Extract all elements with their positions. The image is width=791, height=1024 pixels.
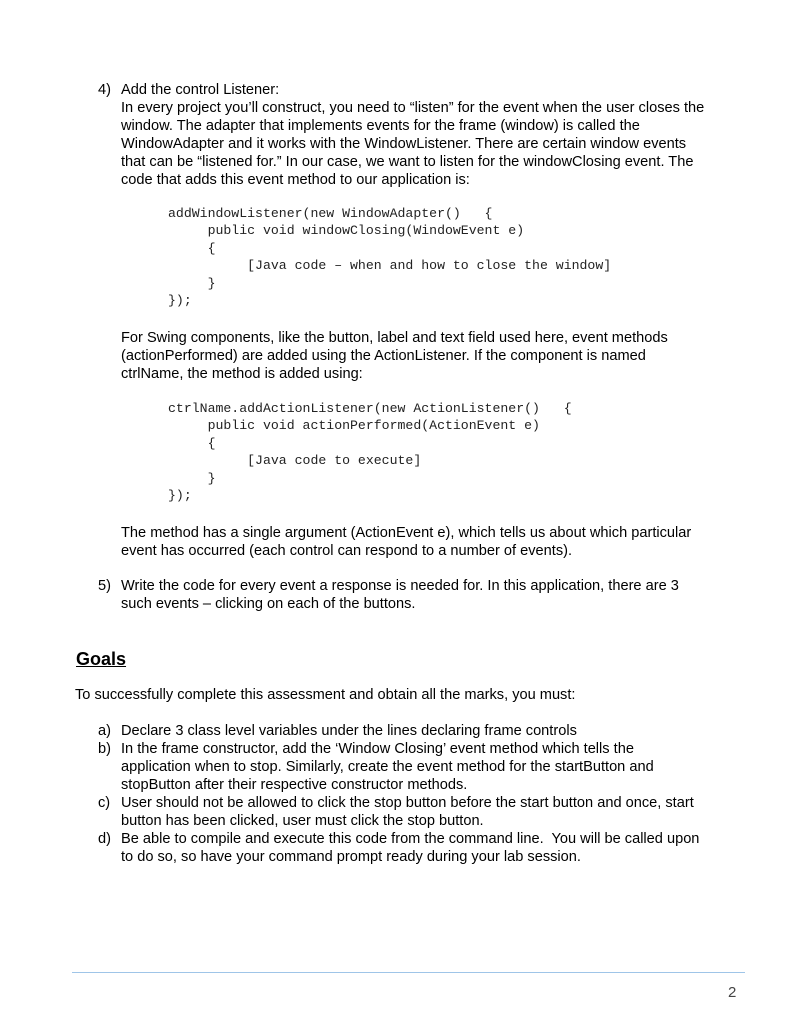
goal-line: User should not be allowed to click the stop button before the start button and once, start <box>121 795 694 811</box>
step-4-para1-line: WindowAdapter and it works with the WindowListener. There are certain window events <box>121 136 687 152</box>
step-4-number: 4) <box>98 82 111 98</box>
footer-divider <box>72 972 745 973</box>
goal-line: stopButton after their respective constructor methods. <box>121 777 468 793</box>
code-line: [Java code to execute] <box>168 453 422 468</box>
page-number: 2 <box>728 984 737 1001</box>
code-line: }); <box>168 488 192 503</box>
code-line: } <box>168 471 216 486</box>
step-4-para2-line: ctrlName, the method is added using: <box>121 366 363 382</box>
code-line: }); <box>168 293 192 308</box>
goal-line: In the frame constructor, add the ‘Window Closing’ event method which tells the <box>121 741 634 757</box>
step-4-para1-line: that can be “listened for.” In our case, we want to listen for the windowClosing event. The <box>121 154 694 170</box>
step-4-para3-line: The method has a single argument (ActionEvent e), which tells us about which particular <box>121 525 692 541</box>
goal-line: Be able to compile and execute this code from the command line. You will be called upon <box>121 831 700 847</box>
code-line: { <box>168 436 216 451</box>
code-line: ctrlName.addActionListener(new ActionListener() { <box>168 401 572 416</box>
step-5-number: 5) <box>98 578 111 594</box>
code-line: addWindowListener(new WindowAdapter() { <box>168 206 493 221</box>
goals-heading: Goals <box>76 649 127 669</box>
goal-label: d) <box>98 831 111 847</box>
step-4-para1-line: window. The adapter that implements events for the frame (window) is called the <box>121 118 640 134</box>
goals-intro: To successfully complete this assessment and obtain all the marks, you must: <box>75 687 576 703</box>
goal-line: application when to stop. Similarly, create the event method for the startButton and <box>121 759 654 775</box>
step-5-line: Write the code for every event a response is needed for. In this application, there are 3 <box>121 578 679 594</box>
step-4-para2-line: For Swing components, like the button, label and text field used here, event methods <box>121 330 668 346</box>
step-4-heading: Add the control Listener: <box>121 82 280 98</box>
code-line: { <box>168 241 216 256</box>
step-4-para1-line: code that adds this event method to our application is: <box>121 172 470 188</box>
goal-label: a) <box>98 723 111 739</box>
goal-line: button has been clicked, user must click the stop button. <box>121 813 484 829</box>
goal-label: b) <box>98 741 111 757</box>
step-4-para2-line: (actionPerformed) are added using the ActionListener. If the component is named <box>121 348 646 364</box>
step-5-line: such events – clicking on each of the buttons. <box>121 596 416 612</box>
goal-label: c) <box>98 795 111 811</box>
code-line: } <box>168 276 216 291</box>
step-4-para3-line: event has occurred (each control can respond to a number of events). <box>121 543 573 559</box>
code-line: public void actionPerformed(ActionEvent e) <box>168 418 540 433</box>
goal-line: Declare 3 class level variables under the lines declaring frame controls <box>121 723 577 739</box>
code-line: [Java code – when and how to close the window] <box>168 258 612 273</box>
goal-line: to do so, so have your command prompt ready during your lab session. <box>121 849 581 865</box>
code-line: public void windowClosing(WindowEvent e) <box>168 223 525 238</box>
step-4-para1-line: In every project you’ll construct, you need to “listen” for the event when the user closes the <box>121 100 705 116</box>
